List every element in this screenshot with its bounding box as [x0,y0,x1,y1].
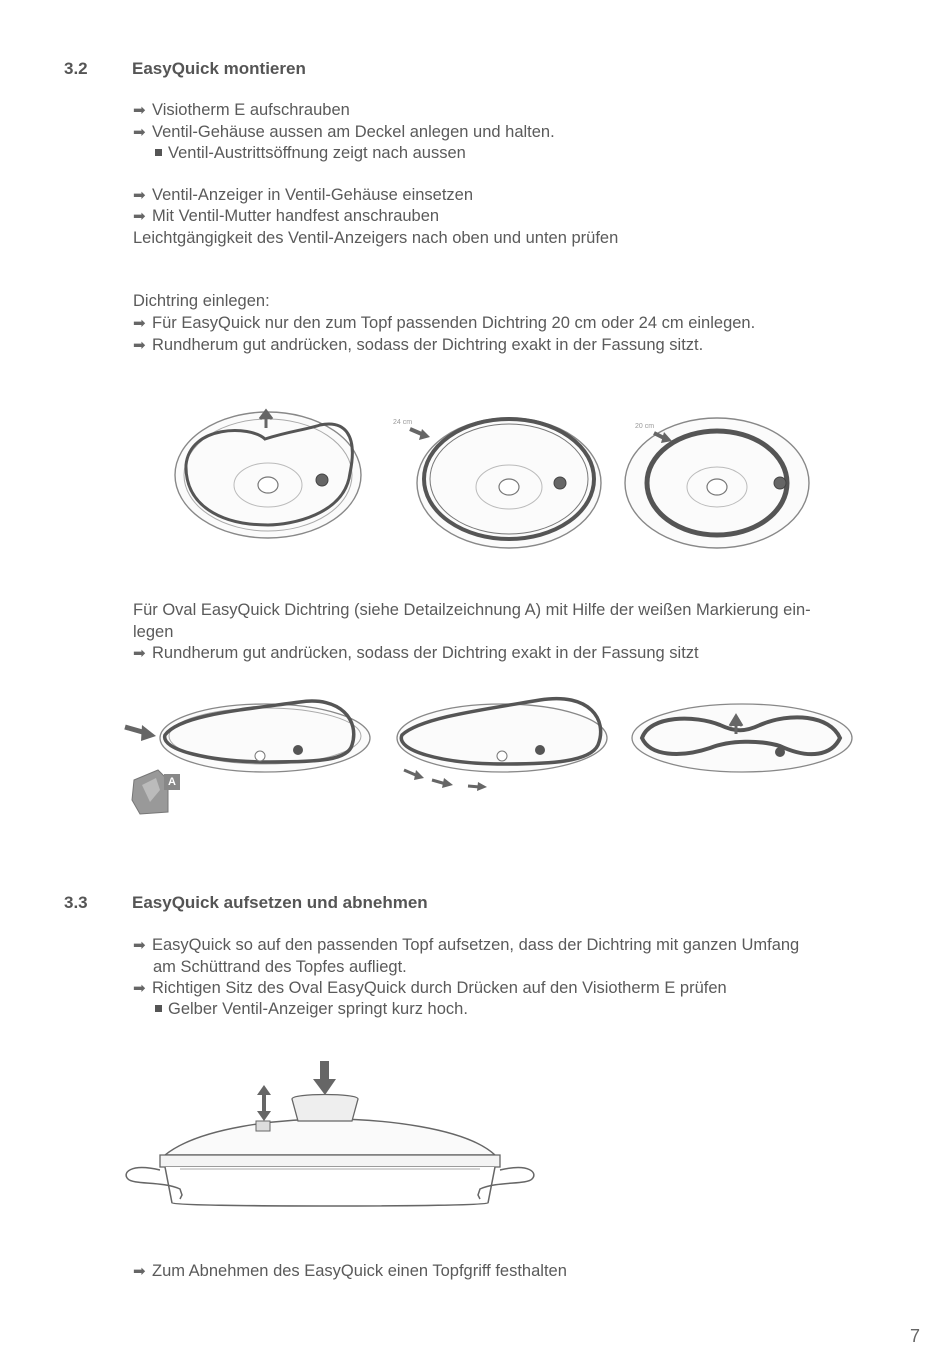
sub-step-text: Ventil-Austrittsöffnung zeigt nach aussen [168,144,466,162]
step-text: Mit Ventil-Mutter handfest anschrauben [152,207,440,225]
sub-step-text: Gelber Ventil-Anzeiger springt kurz hoch. [168,1000,468,1018]
step-text: Rundherum gut andrücken, sodass der Dichtring exakt in der Fassung sitzt [152,644,699,662]
step-line [133,206,439,227]
step-text: Für EasyQuick nur den zum Topf passenden Dichtring 20 cm oder 24 cm einlegen. [152,314,756,332]
step-text: EasyQuick so auf den passenden Topf aufsetzen, dass der Dichtring mit ganzen Umfang [152,936,800,954]
oval-lid-1 [125,701,370,772]
arrow-right-icon: ➡ [133,124,146,141]
arrow-right-icon: ➡ [133,102,146,119]
square-bullet-icon [155,149,162,156]
step-text: Ventil-Anzeiger in Ventil-Gehäuse einsetzen [152,186,474,204]
note-line: Leichtgängigkeit des Ventil-Anzeigers nach oben und unten prüfen [133,229,619,247]
step-line [133,1261,567,1282]
oval-text-line-2: legen [133,623,174,641]
section-title-3-3: EasyQuick aufsetzen und abnehmen [132,893,428,912]
oval-lid-2 [397,699,607,791]
up-down-arrow-icon [257,1085,271,1121]
arrow-right-icon: ➡ [133,337,146,354]
step-line [133,122,555,143]
section-title-3-2: EasyQuick montieren [132,59,306,78]
sub-step-line [155,999,468,1020]
square-bullet-icon [155,1005,162,1012]
section-number-3-3: 3.3 [64,893,88,912]
arrow-right-icon: ➡ [133,315,146,332]
step-line [133,335,703,356]
step-line [133,185,473,206]
arrow-right-icon: ➡ [133,1263,146,1280]
step-text: Rundherum gut andrücken, sodass der Dichtring exakt in der Fassung sitzt. [152,336,704,354]
oval-lid-illustration [120,690,860,820]
step-text: Richtigen Sitz des Oval EasyQuick durch Drücken auf den Visiotherm E prüfen [152,979,727,997]
oval-text-line-1: Für Oval EasyQuick Dichtring (siehe Detailzeichnung A) mit Hilfe der weißen Markierung ein- [133,601,811,619]
step-continuation: am Schüttrand des Topfes aufliegt. [153,958,407,976]
round-lid-illustration [170,395,830,575]
sub-step-line [155,143,466,164]
step-line [133,313,755,334]
oval-lid-3 [632,704,852,772]
detail-label-a: A [168,776,176,788]
arrow-right-icon: ➡ [133,937,146,954]
round-lid-1 [175,411,361,538]
round-lid-3 [625,418,809,548]
arrow-right-icon: ➡ [133,980,146,997]
step-line [133,978,727,999]
seal-size-label-24: 24 cm [393,419,413,426]
arrow-right-icon: ➡ [133,187,146,204]
seal-intro: Dichtring einlegen: [133,292,270,310]
arrow-right-icon: ➡ [133,208,146,225]
step-line [133,643,699,664]
step-text: Ventil-Gehäuse aussen am Deckel anlegen und halten. [152,123,555,141]
press-down-arrow-icon [313,1061,336,1095]
seal-size-label-20: 20 cm [635,423,655,430]
page-number: 7 [910,1326,921,1346]
round-lid-2 [410,418,601,548]
step-text: Visiotherm E aufschrauben [152,101,350,119]
step-line [133,100,350,121]
arrow-right-icon: ➡ [133,645,146,662]
step-text: Zum Abnehmen des EasyQuick einen Topfgriff festhalten [152,1262,567,1280]
step-line [133,935,799,956]
section-number-3-2: 3.2 [64,59,88,78]
pot-with-lid-illustration [120,1055,540,1215]
